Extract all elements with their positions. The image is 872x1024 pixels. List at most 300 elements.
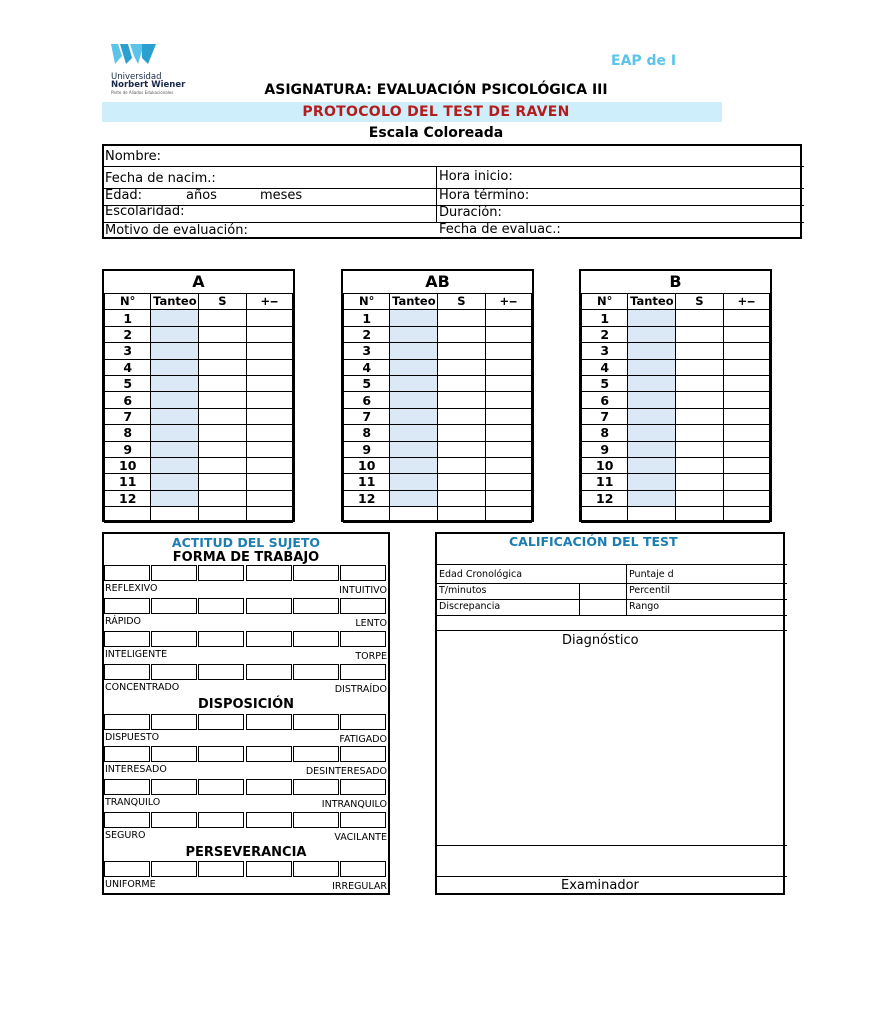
tanteo-cell[interactable] xyxy=(151,474,199,490)
tanteo-cell[interactable] xyxy=(151,359,199,375)
row-number: 12 xyxy=(344,490,390,506)
pm-cell[interactable] xyxy=(485,310,531,326)
row-number: 3 xyxy=(105,343,151,359)
rating-box[interactable] xyxy=(104,598,150,614)
rating-box[interactable] xyxy=(151,812,197,828)
s-cell[interactable] xyxy=(676,490,723,506)
trait-left: REFLEXIVO xyxy=(105,583,158,594)
empty-cell xyxy=(628,507,676,523)
rating-box[interactable] xyxy=(340,631,386,647)
s-cell[interactable] xyxy=(438,375,485,391)
trait-right: DESINTERESADO xyxy=(305,766,387,777)
tanteo-cell[interactable] xyxy=(151,392,199,408)
trait-right: INTUITIVO xyxy=(339,585,387,596)
pm-cell[interactable] xyxy=(485,359,531,375)
table-row xyxy=(582,310,770,326)
trait-left: DISPUESTO xyxy=(105,732,160,743)
s-cell[interactable] xyxy=(199,359,246,375)
fecha-evaluac-label: Fecha de evaluac.: xyxy=(439,222,561,237)
col-n-header: N° xyxy=(344,294,390,310)
rating-box[interactable] xyxy=(198,779,244,795)
rating-box[interactable] xyxy=(198,664,244,680)
rating-box[interactable] xyxy=(104,664,150,680)
series-b-grid xyxy=(581,293,770,523)
row-number: 3 xyxy=(344,343,390,359)
rating-box[interactable] xyxy=(151,598,197,614)
table-row xyxy=(344,507,532,523)
s-cell[interactable] xyxy=(438,408,485,424)
table-row xyxy=(582,326,770,342)
series-b-table xyxy=(579,269,772,522)
pm-cell[interactable] xyxy=(246,343,292,359)
row-number: 7 xyxy=(582,408,628,424)
rating-box[interactable] xyxy=(246,746,292,762)
s-cell[interactable] xyxy=(199,474,246,490)
trait-right: IRREGULAR xyxy=(332,881,387,892)
tanteo-cell[interactable] xyxy=(628,425,676,441)
rating-box[interactable] xyxy=(104,861,150,877)
empty-cell xyxy=(105,507,151,523)
diagnostico-label: Diagnóstico xyxy=(562,633,639,648)
s-cell[interactable] xyxy=(676,310,723,326)
pm-cell[interactable] xyxy=(485,408,531,424)
pm-cell[interactable] xyxy=(246,310,292,326)
table-row xyxy=(105,490,293,506)
table-row xyxy=(344,359,532,375)
empty-cell xyxy=(199,507,246,523)
row-number: 5 xyxy=(582,375,628,391)
trait-right: VACILANTE xyxy=(334,832,387,843)
table-row xyxy=(344,375,532,391)
rating-box[interactable] xyxy=(293,664,339,680)
row-number: 12 xyxy=(582,490,628,506)
table-row xyxy=(344,457,532,473)
pm-cell[interactable] xyxy=(246,375,292,391)
s-cell[interactable] xyxy=(199,490,246,506)
subject-title: ASIGNATURA: EVALUACIÓN PSICOLÓGICA III xyxy=(264,82,608,98)
rating-box[interactable] xyxy=(104,631,150,647)
tanteo-cell[interactable] xyxy=(151,343,199,359)
s-cell[interactable] xyxy=(676,474,723,490)
series-a-grid xyxy=(104,293,293,523)
table-row xyxy=(582,474,770,490)
rating-box[interactable] xyxy=(151,714,197,730)
rating-box[interactable] xyxy=(293,779,339,795)
table-row xyxy=(105,343,293,359)
rating-box[interactable] xyxy=(246,598,292,614)
calificacion-box xyxy=(435,532,785,895)
s-cell[interactable] xyxy=(676,392,723,408)
tanteo-cell[interactable] xyxy=(390,310,438,326)
pm-cell[interactable] xyxy=(246,408,292,424)
row-number: 8 xyxy=(105,425,151,441)
nombre-label: Nombre: xyxy=(105,149,162,164)
tanteo-cell[interactable] xyxy=(390,490,438,506)
rating-box[interactable] xyxy=(246,631,292,647)
series-ab-label: AB xyxy=(425,272,450,291)
s-cell[interactable] xyxy=(199,343,246,359)
trait-left: INTERESADO xyxy=(105,764,167,775)
edad-cronologica-label: Edad Cronológica xyxy=(439,569,523,580)
pm-cell[interactable] xyxy=(246,425,292,441)
rating-box[interactable] xyxy=(246,861,292,877)
col-s-header: S xyxy=(438,294,485,310)
pm-cell[interactable] xyxy=(246,474,292,490)
tanteo-cell[interactable] xyxy=(390,457,438,473)
s-cell[interactable] xyxy=(438,441,485,457)
row-number: 7 xyxy=(105,408,151,424)
rating-box[interactable] xyxy=(198,598,244,614)
rating-boxes xyxy=(104,664,387,680)
table-row xyxy=(582,375,770,391)
tanteo-cell[interactable] xyxy=(390,326,438,342)
table-row xyxy=(582,343,770,359)
rango-label: Rango xyxy=(629,601,660,612)
tanteo-cell[interactable] xyxy=(628,490,676,506)
rating-box[interactable] xyxy=(151,779,197,795)
table-row xyxy=(344,310,532,326)
rating-box[interactable] xyxy=(198,812,244,828)
rating-box[interactable] xyxy=(104,779,150,795)
pm-cell[interactable] xyxy=(485,375,531,391)
row-number: 10 xyxy=(105,457,151,473)
empty-cell xyxy=(151,507,199,523)
table-row xyxy=(344,326,532,342)
logo-mark-icon xyxy=(108,42,158,68)
tanteo-cell[interactable] xyxy=(390,408,438,424)
s-cell[interactable] xyxy=(199,392,246,408)
table-row xyxy=(344,343,532,359)
row-number: 9 xyxy=(582,441,628,457)
s-cell[interactable] xyxy=(438,457,485,473)
s-cell[interactable] xyxy=(676,457,723,473)
s-cell[interactable] xyxy=(438,425,485,441)
s-cell[interactable] xyxy=(438,359,485,375)
rating-box[interactable] xyxy=(293,565,339,581)
trait-left: INTELIGENTE xyxy=(105,649,168,660)
s-cell[interactable] xyxy=(199,457,246,473)
table-row xyxy=(105,359,293,375)
rating-box[interactable] xyxy=(340,664,386,680)
tanteo-cell[interactable] xyxy=(628,343,676,359)
discrepancia-label: Discrepancia xyxy=(439,601,501,612)
rating-box[interactable] xyxy=(246,664,292,680)
percentil-label: Percentil xyxy=(629,585,671,596)
rating-boxes xyxy=(104,861,387,877)
logo-text-2: Norbert Wiener xyxy=(111,80,186,90)
tanteo-cell[interactable] xyxy=(628,359,676,375)
s-cell[interactable] xyxy=(199,326,246,342)
s-cell[interactable] xyxy=(676,359,723,375)
s-cell[interactable] xyxy=(676,425,723,441)
col-pm-header: +‒ xyxy=(723,294,769,310)
tanteo-cell[interactable] xyxy=(390,343,438,359)
pm-cell[interactable] xyxy=(723,425,769,441)
s-cell[interactable] xyxy=(676,375,723,391)
pm-cell[interactable] xyxy=(723,457,769,473)
col-pm-header: +‒ xyxy=(246,294,292,310)
rating-box[interactable] xyxy=(198,714,244,730)
rating-box[interactable] xyxy=(198,746,244,762)
rating-box[interactable] xyxy=(340,714,386,730)
actitud-title: ACTITUD DEL SUJETO xyxy=(171,535,321,550)
series-a-table xyxy=(102,269,295,522)
rating-box[interactable] xyxy=(151,631,197,647)
tanteo-cell[interactable] xyxy=(628,441,676,457)
s-cell[interactable] xyxy=(438,474,485,490)
row-number: 9 xyxy=(344,441,390,457)
table-row xyxy=(582,392,770,408)
tanteo-cell[interactable] xyxy=(151,310,199,326)
trait-right: TORPE xyxy=(355,651,387,662)
row-number: 9 xyxy=(105,441,151,457)
pm-cell[interactable] xyxy=(723,392,769,408)
table-row xyxy=(105,326,293,342)
rating-box[interactable] xyxy=(293,812,339,828)
tanteo-cell[interactable] xyxy=(390,375,438,391)
examinador-label: Examinador xyxy=(561,878,639,893)
table-row xyxy=(105,457,293,473)
tanteo-cell[interactable] xyxy=(628,375,676,391)
tanteo-cell[interactable] xyxy=(628,474,676,490)
pm-cell[interactable] xyxy=(485,425,531,441)
tanteo-cell[interactable] xyxy=(151,425,199,441)
rating-box[interactable] xyxy=(151,565,197,581)
pm-cell[interactable] xyxy=(485,457,531,473)
disposicion-title: DISPOSICIÓN xyxy=(197,697,295,712)
meses-label: meses xyxy=(260,188,303,203)
col-n-header: N° xyxy=(105,294,151,310)
table-row xyxy=(582,359,770,375)
tanteo-cell[interactable] xyxy=(151,326,199,342)
table-row xyxy=(582,507,770,523)
rating-box[interactable] xyxy=(293,714,339,730)
row-number: 10 xyxy=(344,457,390,473)
logo-text-1: Universidad xyxy=(111,72,162,82)
rating-boxes xyxy=(104,598,387,614)
row-number: 4 xyxy=(105,359,151,375)
s-cell[interactable] xyxy=(676,326,723,342)
calificacion-title: CALIFICACIÓN DEL TEST xyxy=(509,534,678,549)
rating-box[interactable] xyxy=(246,812,292,828)
col-tanteo-header: Tanteo xyxy=(390,294,438,310)
pm-cell[interactable] xyxy=(723,375,769,391)
row-number: 12 xyxy=(105,490,151,506)
trait-left: RÁPIDO xyxy=(105,616,142,627)
actitud-box xyxy=(102,532,390,895)
table-row xyxy=(105,408,293,424)
series-ab-title xyxy=(343,271,532,293)
row-number: 6 xyxy=(105,392,151,408)
rating-boxes xyxy=(104,746,387,762)
table-row xyxy=(582,441,770,457)
rating-box[interactable] xyxy=(246,565,292,581)
pm-cell[interactable] xyxy=(723,490,769,506)
s-cell[interactable] xyxy=(676,343,723,359)
s-cell[interactable] xyxy=(438,343,485,359)
s-cell[interactable] xyxy=(438,310,485,326)
col-tanteo-header: Tanteo xyxy=(151,294,199,310)
pm-cell[interactable] xyxy=(485,343,531,359)
table-row xyxy=(344,441,532,457)
rating-boxes xyxy=(104,565,387,581)
rating-box[interactable] xyxy=(151,664,197,680)
pm-cell[interactable] xyxy=(246,441,292,457)
pm-cell[interactable] xyxy=(723,326,769,342)
pm-cell[interactable] xyxy=(246,457,292,473)
tanteo-cell[interactable] xyxy=(390,474,438,490)
pm-cell[interactable] xyxy=(723,310,769,326)
row-number: 3 xyxy=(582,343,628,359)
row-number: 10 xyxy=(582,457,628,473)
row-number: 2 xyxy=(344,326,390,342)
trait-right: LENTO xyxy=(355,618,387,629)
empty-cell xyxy=(582,507,628,523)
duracion-label: Duración: xyxy=(439,205,502,220)
pm-cell[interactable] xyxy=(723,474,769,490)
pm-cell[interactable] xyxy=(485,326,531,342)
s-cell[interactable] xyxy=(199,310,246,326)
row-number: 6 xyxy=(344,392,390,408)
s-cell[interactable] xyxy=(199,408,246,424)
table-row xyxy=(105,310,293,326)
s-cell[interactable] xyxy=(438,490,485,506)
table-row xyxy=(344,490,532,506)
puntaje-label: Puntaje d xyxy=(629,569,674,580)
row-number: 8 xyxy=(344,425,390,441)
rating-boxes xyxy=(104,714,387,730)
tanteo-cell[interactable] xyxy=(390,359,438,375)
s-cell[interactable] xyxy=(199,425,246,441)
row-number: 4 xyxy=(582,359,628,375)
s-cell[interactable] xyxy=(199,375,246,391)
rating-box[interactable] xyxy=(104,746,150,762)
row-number: 5 xyxy=(105,375,151,391)
pm-cell[interactable] xyxy=(485,441,531,457)
table-row xyxy=(105,425,293,441)
col-s-header: S xyxy=(199,294,246,310)
fecha-nacim-label: Fecha de nacim.: xyxy=(105,171,216,186)
col-n-header: N° xyxy=(582,294,628,310)
empty-cell xyxy=(344,507,390,523)
tanteo-cell[interactable] xyxy=(151,408,199,424)
tanteo-cell[interactable] xyxy=(628,392,676,408)
tanteo-cell[interactable] xyxy=(390,441,438,457)
row-number: 5 xyxy=(344,375,390,391)
pm-cell[interactable] xyxy=(246,359,292,375)
rating-box[interactable] xyxy=(340,598,386,614)
pm-cell[interactable] xyxy=(246,392,292,408)
row-number: 11 xyxy=(582,474,628,490)
col-pm-header: +‒ xyxy=(485,294,531,310)
pm-cell[interactable] xyxy=(485,490,531,506)
series-ab-table xyxy=(341,269,534,522)
rating-box[interactable] xyxy=(246,779,292,795)
rating-box[interactable] xyxy=(340,812,386,828)
tanteo-cell[interactable] xyxy=(628,408,676,424)
rating-box[interactable] xyxy=(293,746,339,762)
protocol-title: PROTOCOLO DEL TEST DE RAVEN xyxy=(302,104,570,120)
tanteo-cell[interactable] xyxy=(628,326,676,342)
trait-left: CONCENTRADO xyxy=(105,682,180,693)
pm-cell[interactable] xyxy=(485,392,531,408)
rating-box[interactable] xyxy=(340,746,386,762)
rating-boxes xyxy=(104,812,387,828)
s-cell[interactable] xyxy=(199,441,246,457)
series-a-title: A xyxy=(192,272,205,291)
rating-box[interactable] xyxy=(104,812,150,828)
pm-cell[interactable] xyxy=(723,408,769,424)
rating-box[interactable] xyxy=(293,631,339,647)
trait-left: SEGURO xyxy=(105,830,146,841)
tanteo-cell[interactable] xyxy=(628,310,676,326)
rating-box[interactable] xyxy=(151,746,197,762)
rating-boxes xyxy=(104,779,387,795)
pm-cell[interactable] xyxy=(246,326,292,342)
pm-cell[interactable] xyxy=(723,441,769,457)
tanteo-cell[interactable] xyxy=(151,375,199,391)
table-row xyxy=(105,375,293,391)
anos-label: años xyxy=(186,188,217,203)
eap-title: EAP de I xyxy=(611,53,677,69)
table-row xyxy=(105,507,293,523)
tanteo-cell[interactable] xyxy=(390,392,438,408)
row-number: 11 xyxy=(105,474,151,490)
trait-right: FATIGADO xyxy=(339,734,387,745)
rating-box[interactable] xyxy=(104,565,150,581)
rating-box[interactable] xyxy=(104,714,150,730)
table-row xyxy=(105,392,293,408)
tanteo-cell[interactable] xyxy=(628,457,676,473)
empty-cell xyxy=(246,507,292,523)
s-cell[interactable] xyxy=(438,392,485,408)
subject-info-box xyxy=(102,144,802,239)
tanteo-cell[interactable] xyxy=(151,490,199,506)
rating-box[interactable] xyxy=(198,861,244,877)
s-cell[interactable] xyxy=(438,326,485,342)
table-row xyxy=(344,392,532,408)
rating-box[interactable] xyxy=(340,779,386,795)
rating-box[interactable] xyxy=(198,631,244,647)
rating-box[interactable] xyxy=(198,565,244,581)
table-row xyxy=(344,408,532,424)
table-row xyxy=(105,474,293,490)
rating-box[interactable] xyxy=(293,861,339,877)
pm-cell[interactable] xyxy=(723,359,769,375)
rating-box[interactable] xyxy=(340,861,386,877)
row-number: 1 xyxy=(582,310,628,326)
col-s-header: S xyxy=(676,294,723,310)
trait-right: INTRANQUILO xyxy=(321,799,387,810)
pm-cell[interactable] xyxy=(723,343,769,359)
tanteo-cell[interactable] xyxy=(390,425,438,441)
s-cell[interactable] xyxy=(676,441,723,457)
series-b-title: B xyxy=(669,272,682,291)
rating-box[interactable] xyxy=(151,861,197,877)
s-cell[interactable] xyxy=(676,408,723,424)
tanteo-cell[interactable] xyxy=(151,457,199,473)
rating-box[interactable] xyxy=(246,714,292,730)
hora-inicio-label: Hora inicio: xyxy=(439,169,513,184)
table-row xyxy=(582,408,770,424)
tanteo-cell[interactable] xyxy=(151,441,199,457)
pm-cell[interactable] xyxy=(246,490,292,506)
rating-boxes xyxy=(104,631,387,647)
rating-box[interactable] xyxy=(340,565,386,581)
rating-box[interactable] xyxy=(293,598,339,614)
empty-cell xyxy=(485,507,531,523)
pm-cell[interactable] xyxy=(485,474,531,490)
